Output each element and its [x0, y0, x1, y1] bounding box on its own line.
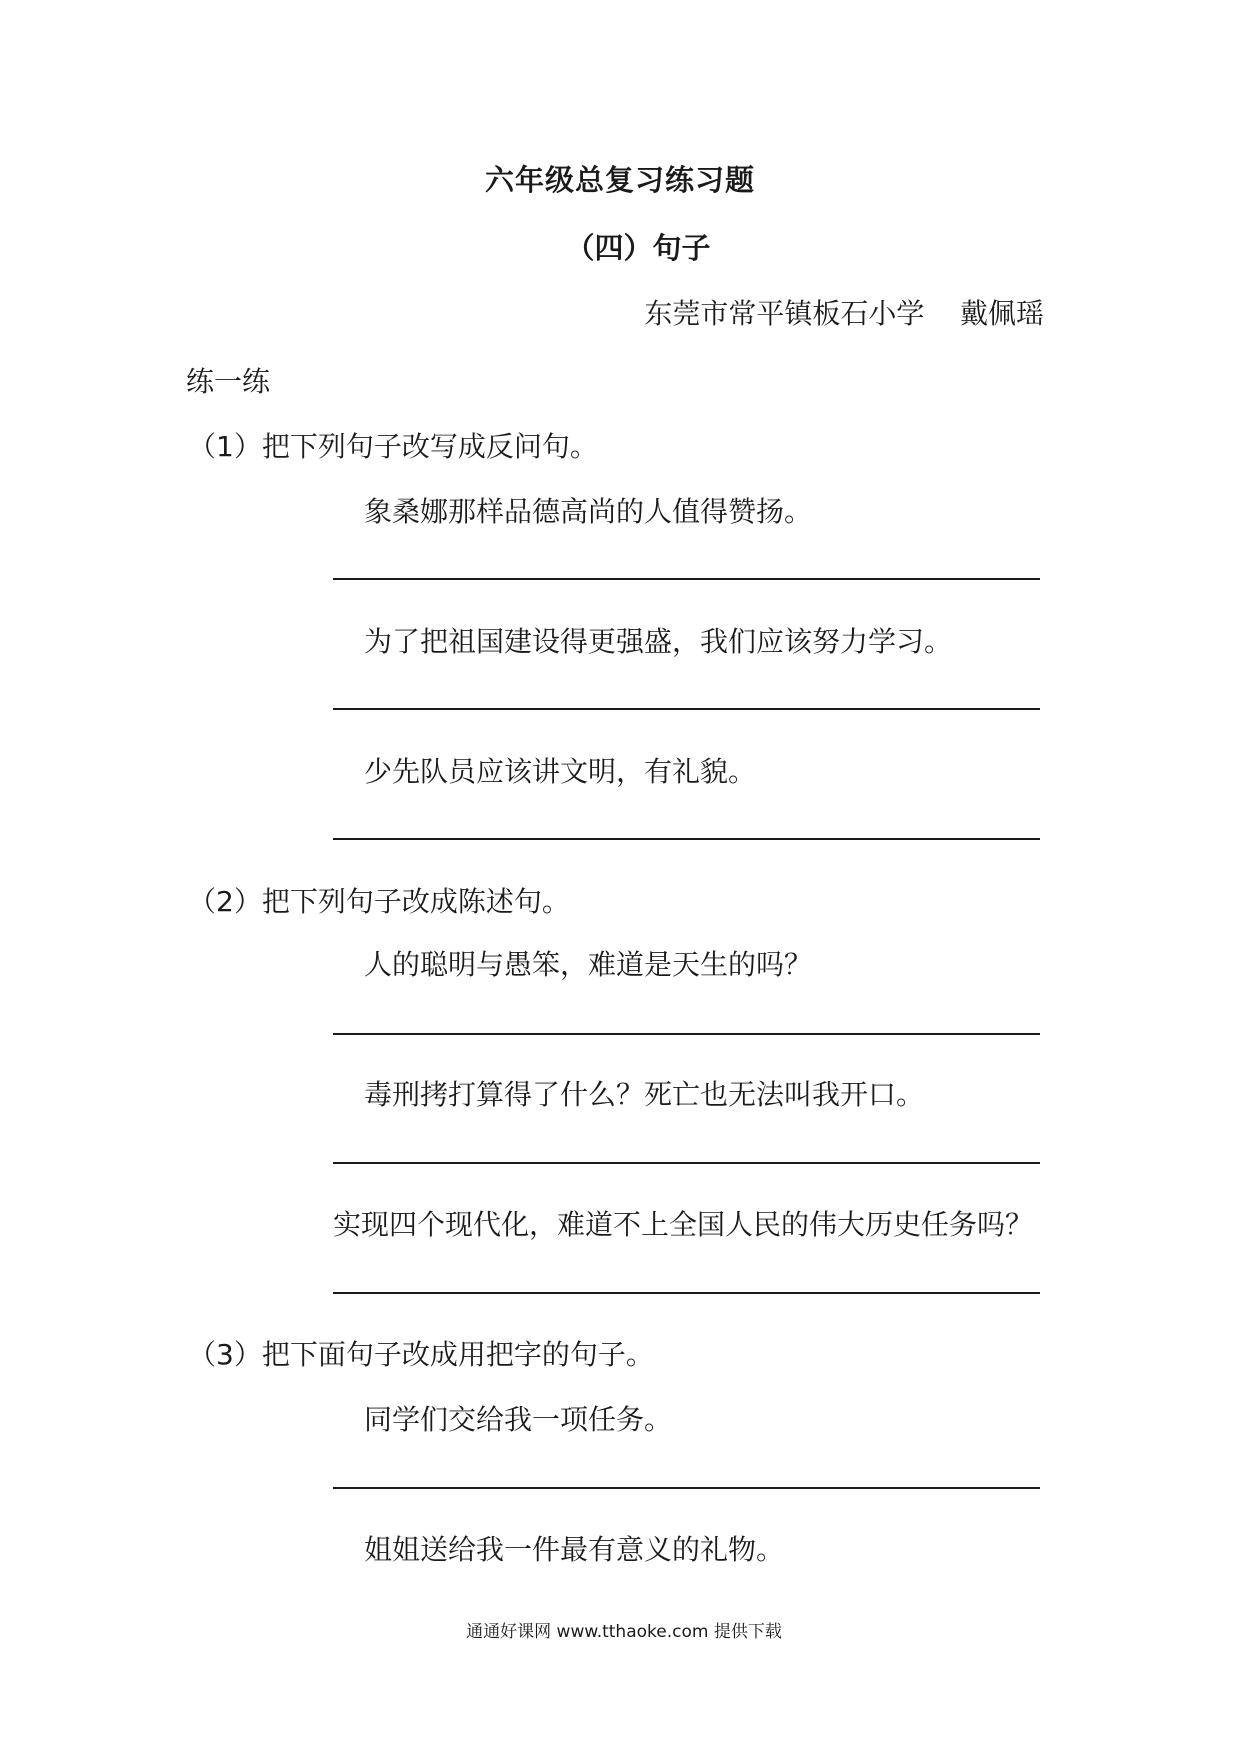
answer-line[interactable] — [333, 1292, 1040, 1294]
question-1-heading: （1）把下列句子改写成反问句。 — [188, 430, 598, 463]
footer-credit: 通通好课网 www.tthaoke.com 提供下载 — [466, 1622, 782, 1642]
question-1-sentence-2: 为了把祖国建设得更强盛，我们应该努力学习。 — [364, 625, 953, 658]
question-1-sentence-1: 象桑娜那样品德高尚的人值得赞扬。 — [364, 495, 813, 528]
page-subtitle: （四）句子 — [565, 231, 711, 265]
question-3-heading: （3）把下面句子改成用把字的句子。 — [188, 1338, 654, 1371]
question-2-sentence-2: 毒刑拷打算得了什么？死亡也无法叫我开口。 — [364, 1078, 925, 1111]
question-2-heading: （2）把下列句子改成陈述句。 — [188, 885, 570, 918]
question-3-sentence-1: 同学们交给我一项任务。 — [364, 1403, 673, 1436]
answer-line[interactable] — [333, 1162, 1040, 1164]
answer-line[interactable] — [333, 1033, 1040, 1035]
answer-line[interactable] — [333, 838, 1040, 840]
answer-line[interactable] — [333, 578, 1040, 580]
question-1-sentence-3: 少先队员应该讲文明，有礼貌。 — [364, 755, 757, 788]
question-2-sentence-3: 实现四个现代化，难道不上全国人民的伟大历史任务吗？ — [333, 1208, 1034, 1241]
page-title: 六年级总复习练习题 — [484, 163, 755, 197]
question-3-sentence-2: 姐姐送给我一件最有意义的礼物。 — [364, 1533, 785, 1566]
section-label: 练一练 — [186, 365, 271, 398]
answer-line[interactable] — [333, 708, 1040, 710]
answer-line[interactable] — [333, 1487, 1040, 1489]
question-2-sentence-1: 人的聪明与愚笨，难道是天生的吗？ — [364, 948, 813, 981]
author-line: 东莞市常平镇板石小学 戴佩瑶 — [644, 297, 1044, 330]
